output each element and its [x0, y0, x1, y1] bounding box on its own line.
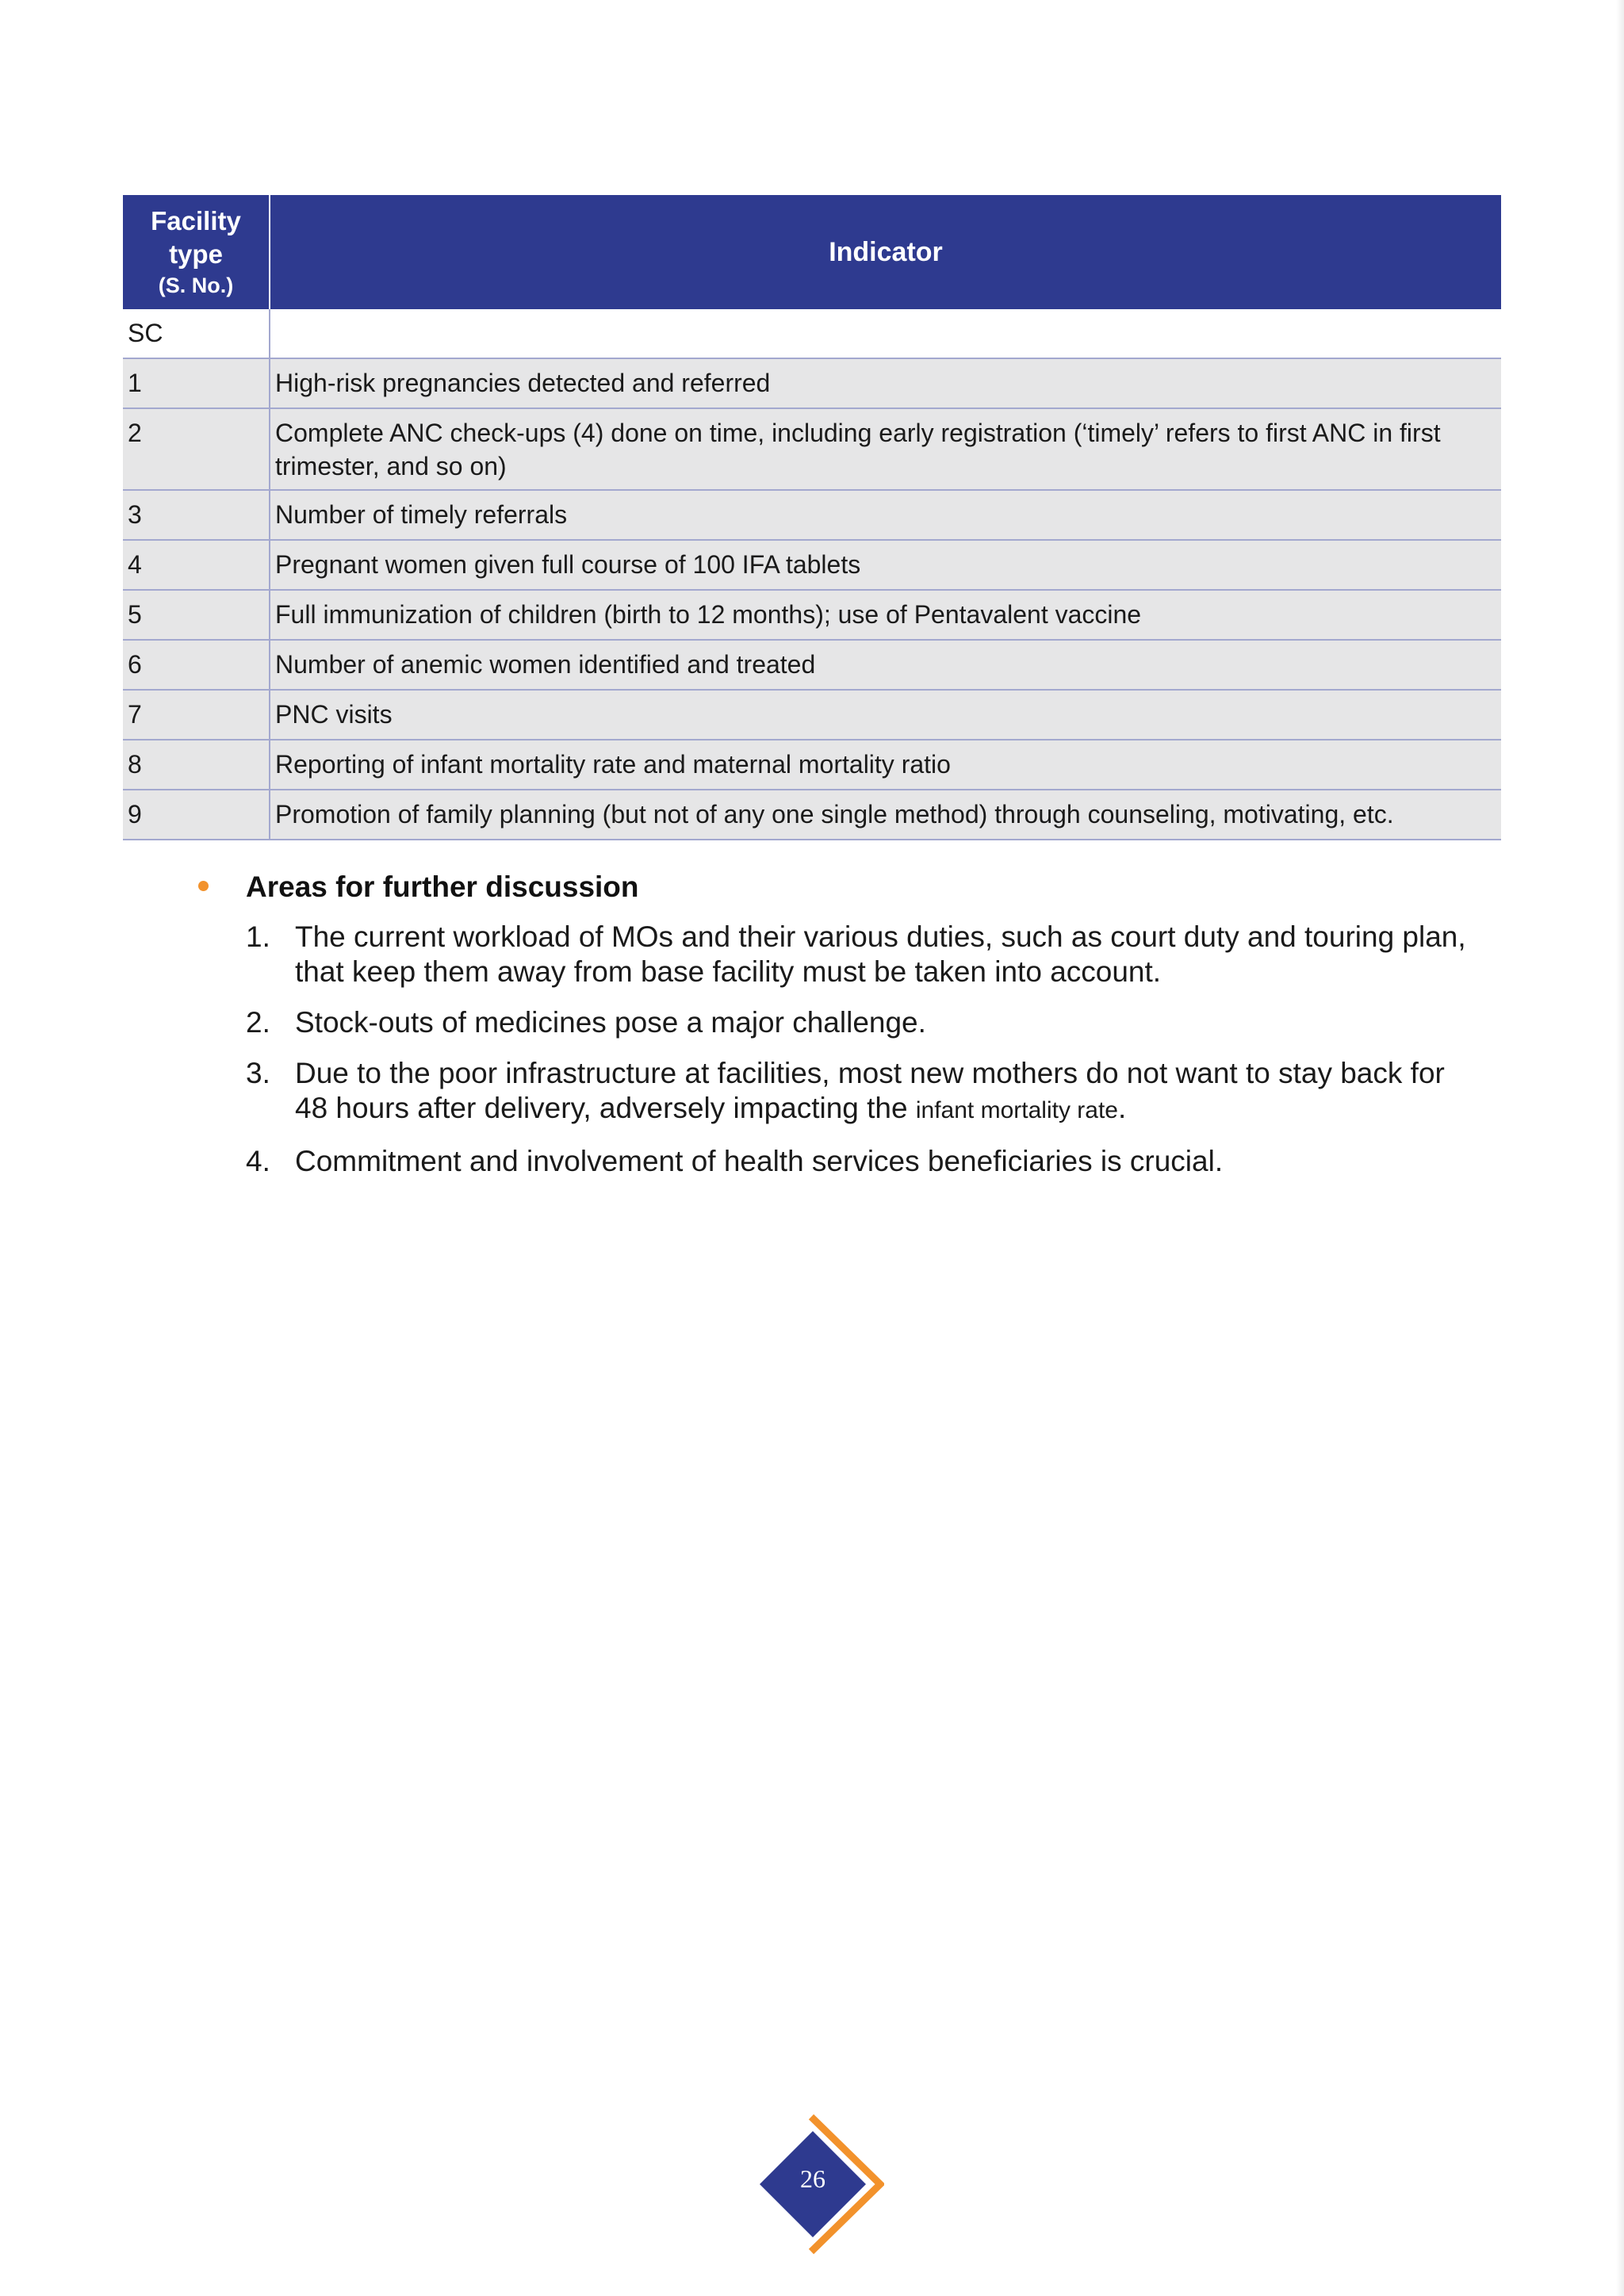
table-row [123, 540, 1501, 590]
table-header-row [123, 195, 1501, 309]
list-item [246, 1144, 1467, 1179]
list-item-number: 4. [246, 1145, 270, 1177]
row-number: 3 [123, 490, 270, 540]
row-number: 9 [123, 790, 270, 840]
row-indicator: Complete ANC check-ups (4) done on time, including early registration (‘timely’ refers to first ANC in first trimester, and so on) [270, 408, 1501, 490]
table-row [123, 590, 1501, 640]
row-number: 5 [123, 590, 270, 640]
row-number: 1 [123, 358, 270, 408]
list-item-text: Stock-outs of medicines pose a major challenge. [295, 1006, 926, 1039]
table-row [123, 790, 1501, 840]
row-indicator: Number of anemic women identified and treated [270, 640, 1501, 690]
discussion-list [246, 920, 1467, 1195]
table-row [123, 740, 1501, 790]
row-indicator: High-risk pregnancies detected and referred [270, 358, 1501, 408]
bullet-dot-icon [198, 881, 209, 891]
row-number: 6 [123, 640, 270, 690]
row-indicator: PNC visits [270, 690, 1501, 740]
list-item-text: The current workload of MOs and their various duties, such as court duty and touring plan, that keep them away from base facility must be taken into account. [295, 920, 1466, 988]
list-item-number: 1. [246, 920, 270, 953]
table-row [123, 490, 1501, 540]
row-indicator: Pregnant women given full course of 100 IFA tablets [270, 540, 1501, 590]
list-item-text: Commitment and involvement of health services beneficiaries is crucial. [295, 1145, 1224, 1177]
row-number: 2 [123, 408, 270, 490]
table-row [123, 358, 1501, 408]
row-number: 8 [123, 740, 270, 790]
row-number: 7 [123, 690, 270, 740]
row-indicator: Full immunization of children (birth to 12 months); use of Pentavalent vaccine [270, 590, 1501, 640]
table-row [123, 408, 1501, 490]
discussion-heading: Areas for further discussion [246, 871, 639, 903]
list-item [246, 1056, 1467, 1128]
list-item [246, 1005, 1467, 1040]
facility-type-header [123, 195, 270, 309]
row-indicator: Reporting of infant mortality rate and maternal mortality ratio [270, 740, 1501, 790]
section-empty-cell [270, 309, 1501, 358]
list-item-small-term: infant mortality rate [915, 1097, 1118, 1123]
row-indicator: Number of timely referrals [270, 490, 1501, 540]
row-number: 4 [123, 540, 270, 590]
page-edge [1616, 0, 1624, 2296]
row-indicator: Promotion of family planning (but not of any one single method) through counseling, motivating, etc. [270, 790, 1501, 840]
indicator-table [123, 195, 1501, 840]
facility-type-header-line2: type [169, 239, 223, 270]
page-number: 26 [800, 2164, 825, 2193]
indicator-header: Indicator [270, 195, 1501, 309]
list-item-tail: . [1117, 1092, 1127, 1124]
table-row [123, 690, 1501, 740]
list-item-text: Due to the poor infrastructure at facilities, most new mothers do not want to stay back for 48 hours after delivery, adversely impacting the [295, 1057, 1445, 1124]
serial-number-header: (S. No.) [158, 274, 234, 298]
table-row [123, 640, 1501, 690]
list-item-number: 2. [246, 1006, 270, 1039]
list-item [246, 920, 1467, 989]
list-item-number: 3. [246, 1057, 270, 1089]
facility-type-header-line1: Facility [151, 205, 241, 235]
section-row [123, 309, 1501, 358]
section-label: SC [123, 309, 270, 358]
